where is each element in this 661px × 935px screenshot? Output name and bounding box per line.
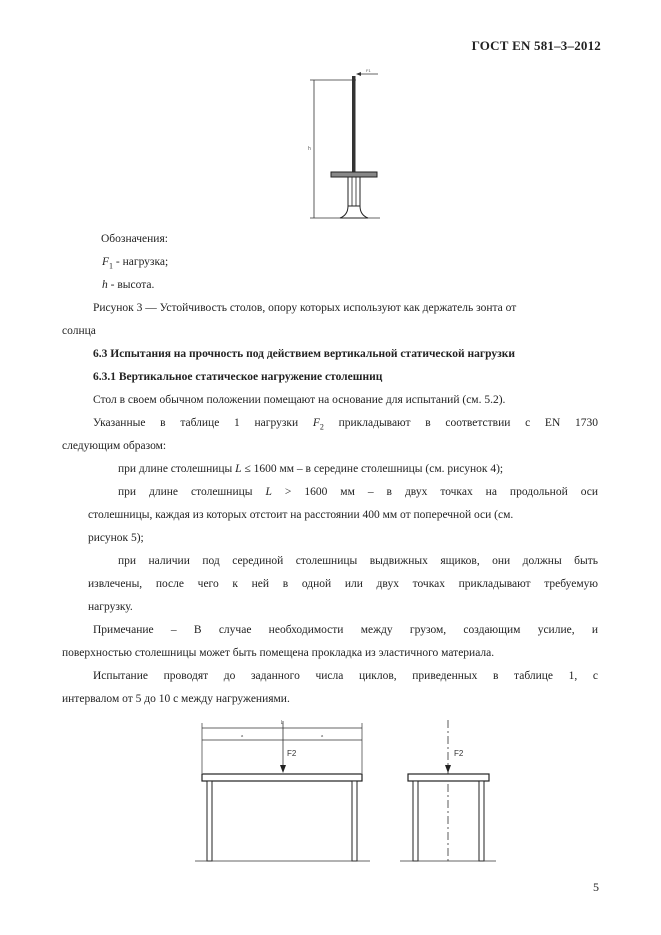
p2-subscript: 2 [319,422,324,432]
leg-right-1 [413,781,418,861]
legend-h [102,277,154,293]
leg-right-2 [479,781,484,861]
legend-h-symbol: h [102,279,108,291]
section-6-3-1-title: 6.3.1 Вертикальное статическое нагружение столешниц [93,371,383,383]
force-label: F1 [366,68,371,73]
note-line2: поверхностью столешницы может быть помещена прокладка из эластичного материала. [62,647,495,659]
umbrella-pole [352,76,356,176]
list-item-3-line1: при наличии под серединой столешницы выдвижных ящиков, они должны быть [118,555,598,567]
section-6-3-title: 6.3 Испытания на прочность под действием вертикальной статической нагрузки [93,348,515,360]
figure-4-drawing [190,715,510,865]
figure-3-caption-line2: солнца [62,325,96,337]
li1-part-a: при длине столешницы [118,463,236,475]
legend-f1-symbol: F [102,256,110,268]
p2-part-a: Указанные в таблице 1 нагрузки [93,417,313,429]
load-arrow-right [445,765,451,773]
load-label-right: F2 [454,749,464,758]
legend-title: Обозначения: [101,233,168,245]
load-label-left: F2 [287,749,297,758]
paragraph-1: Стол в своем обычном положении помещают на основание для испытаний (см. 5.2). [93,394,506,406]
tabletop [331,172,377,177]
p2-part-b: прикладывают в соответствии с EN 1730 [323,417,598,429]
figure-3-caption-line1: Рисунок 3 — Устойчивость столов, опору которых используют как держатель зонта от [93,302,517,314]
list-item-2-line3: рисунок 5); [88,532,144,544]
li2-symbol: L [265,486,272,498]
list-item-2-line2: столешницы, каждая из которых отстоит на расстоянии 400 мм от поперечной оси (см. [88,509,514,521]
legend-h-text: - высота. [107,279,155,291]
paragraph-2-line2: следующим образом: [62,440,167,452]
figure-3-drawing [300,68,400,228]
list-item-1 [118,461,503,477]
li2-part-b: > 1600 мм – в двух точках на продольной оси [271,486,599,498]
paragraph-2-line1 [93,415,598,435]
leg-left-1 [207,781,212,861]
legend-f1-text: - нагрузка; [113,256,169,268]
force-arrow-head [356,72,361,76]
p2-symbol: F [312,417,320,429]
dim-total-label: L [280,720,284,726]
list-item-2-line1 [118,484,598,500]
tabletop-side [202,774,362,781]
li1-part-b: ≤ 1600 мм – в середине столешницы (см. рисунок 4); [241,463,504,475]
list-item-3-line3: нагрузку. [88,601,133,613]
paragraph-3-line1: Испытание проводят до заданного числа циклов, приведенных в таблице 1, с [93,670,598,682]
li1-symbol: L [235,463,242,475]
list-item-3-line2: извлечены, после чего к ней в одной или двух точках прикладывают требуемую [88,578,598,590]
dim-half-label-b: a [320,733,324,738]
page-number: 5 [593,880,599,894]
leg-left-2 [352,781,357,861]
document-code: ГОСТ EN 581–3–2012 [471,38,601,53]
legend-f1 [102,254,168,274]
legend-f1-subscript: 1 [109,261,114,271]
pedestal-base [340,206,368,218]
load-arrow-left [280,765,286,773]
note-line1: Примечание – В случае необходимости между грузом, создающим усилие, и [93,624,598,636]
dim-half-label-a: a [240,733,244,738]
paragraph-3-line2: интервалом от 5 до 10 с между нагружениями. [62,693,290,705]
tabletop-end [408,774,489,781]
height-label: h [308,146,311,152]
li2-part-a: при длине столешницы [118,486,266,498]
